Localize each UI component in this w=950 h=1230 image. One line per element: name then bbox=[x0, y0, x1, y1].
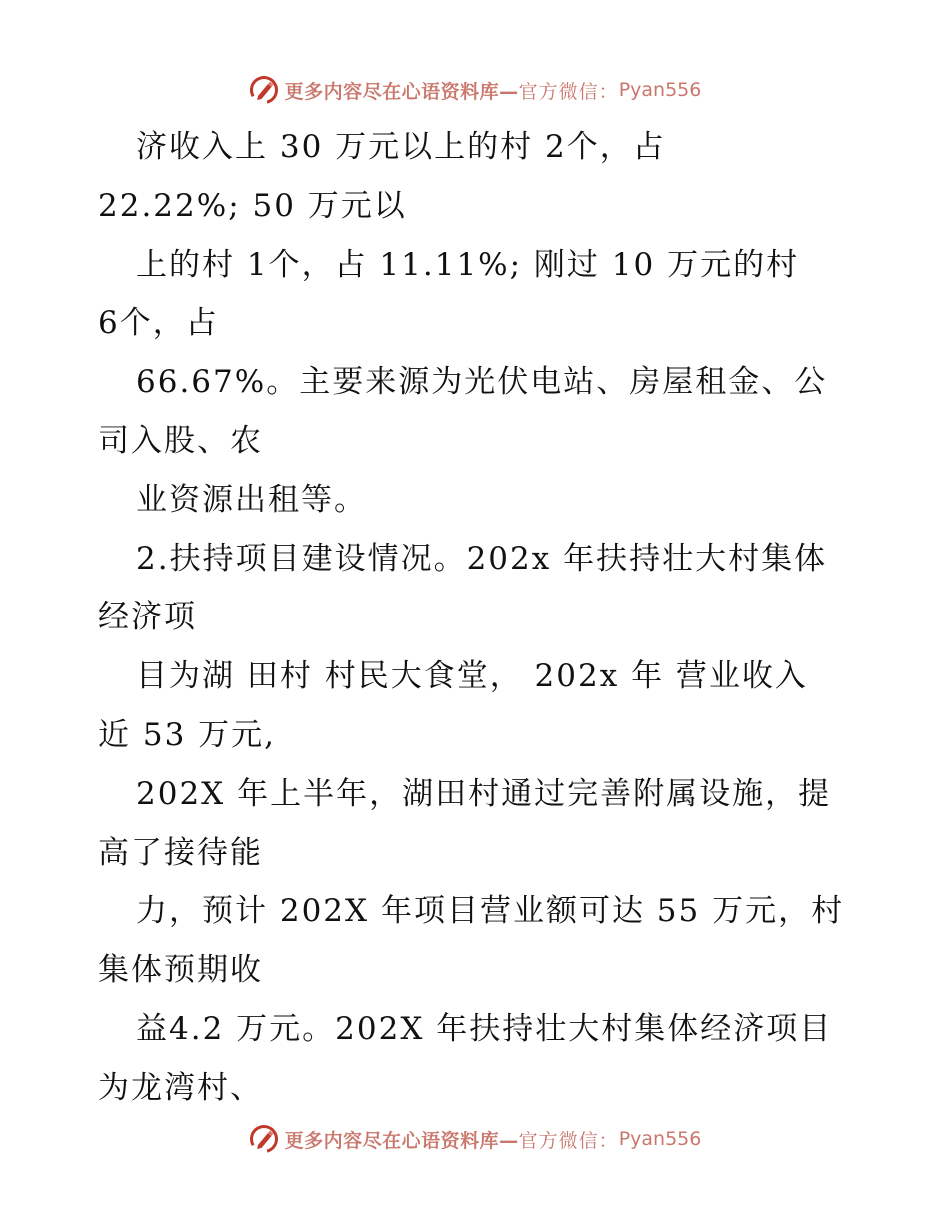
body-line: 6个，占 bbox=[98, 305, 219, 342]
footer-banner bbox=[0, 1119, 950, 1159]
header-banner bbox=[0, 70, 950, 110]
body-line: 上的村 1个，占 11.11%; 刚过 10 万元的村 bbox=[136, 246, 800, 283]
body-line: 济收入上 30 万元以上的村 2个，占 bbox=[136, 129, 666, 165]
banner-text: 更多内容尽在心语资料库— bbox=[284, 1129, 519, 1152]
pen-logo-icon bbox=[249, 1124, 279, 1154]
body-line: 力，预计 202X 年项目营业额可达 55 万元，村 bbox=[136, 893, 845, 930]
body-line: 目为湖 田村 村民大食堂， 202x 年 营业收入 bbox=[136, 658, 808, 695]
body-line: 为龙湾村、 bbox=[98, 1069, 263, 1106]
wechat-label: 官方微信： bbox=[518, 1129, 619, 1152]
document-body bbox=[98, 118, 858, 1118]
body-line: 202X 年上半年，湖田村通过完善附属设施，提 bbox=[136, 775, 832, 812]
body-line: 近 53 万元, bbox=[98, 716, 277, 753]
wechat-id: Pyan556 bbox=[618, 1128, 702, 1150]
body-line: 2.扶持项目建设情况。202x 年扶持壮大村集体 bbox=[136, 540, 828, 577]
body-line: 司入股、农 bbox=[98, 422, 263, 459]
body-line: 经济项 bbox=[98, 599, 197, 636]
banner-text: 更多内容尽在心语资料库— bbox=[284, 80, 519, 103]
body-line: 益4.2 万元。202X 年扶持壮大村集体经济项目 bbox=[136, 1010, 833, 1047]
body-line: 集体预期收 bbox=[98, 952, 263, 989]
body-line: 高了接待能 bbox=[98, 834, 263, 871]
pen-logo-icon bbox=[249, 75, 279, 105]
wechat-id: Pyan556 bbox=[618, 79, 702, 101]
body-line: 22.22%; 50 万元以 bbox=[98, 187, 407, 224]
body-line: 业资源出租等。 bbox=[136, 481, 367, 518]
body-line: 66.67%。主要来源为光伏电站、房屋租金、公 bbox=[136, 364, 828, 401]
wechat-label: 官方微信： bbox=[518, 80, 619, 103]
